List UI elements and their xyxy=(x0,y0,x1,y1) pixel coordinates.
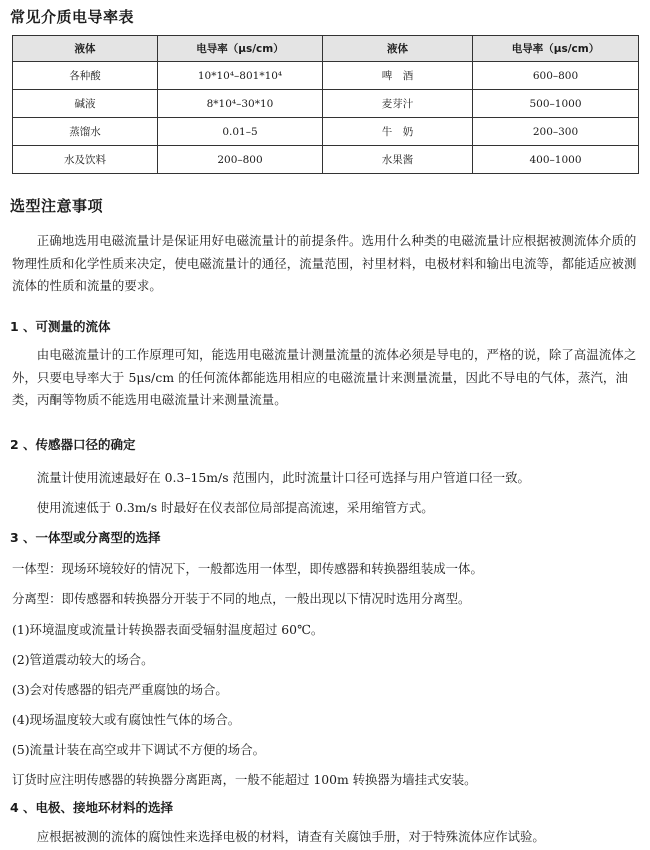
table-row xyxy=(13,62,639,90)
page-title: 常见介质电导率表 xyxy=(10,8,135,26)
list-item: (1)环境温度或流量计转换器表面受辐射温度超过 60℃。 xyxy=(12,622,324,637)
list-item: (2)管道震动较大的场合。 xyxy=(12,652,154,667)
paragraph-separate-type: 分离型：即传感器和转换器分开装于不同的地点，一般出现以下情况时选用分离型。 xyxy=(12,591,471,606)
table-header-row xyxy=(13,36,639,62)
table-row xyxy=(13,90,639,118)
table-cell: 200–300 xyxy=(473,118,639,146)
table-header-cell: 液体 xyxy=(13,36,158,62)
paragraph-electrode-material: 应根据被测的流体的腐蚀性来选择电极的材料，请查有关腐蚀手册，对于特殊流体应作试验。 xyxy=(36,829,545,844)
paragraph-low-velocity: 使用流速低于 0.3m/s 时最好在仪表部位局部提高流速，采用缩管方式。 xyxy=(36,500,434,515)
table-header-cell: 电导率（μs/cm） xyxy=(473,36,639,62)
table-row xyxy=(13,118,639,146)
table-cell: 碱液 xyxy=(13,90,158,118)
table-cell: 各种酸 xyxy=(13,62,158,90)
list-item: (5)流量计装在高空或井下调试不方便的场合。 xyxy=(12,742,265,757)
table-cell: 600–800 xyxy=(473,62,639,90)
list-item: (4)现场温度较大或有腐蚀性气体的场合。 xyxy=(12,712,241,727)
heading-measurable-fluids: 1 、可测量的流体 xyxy=(10,319,111,334)
table-cell: 水及饮料 xyxy=(13,146,158,174)
table-cell: 500–1000 xyxy=(473,90,639,118)
section-title: 选型注意事项 xyxy=(10,197,104,215)
table-cell: 麦芽汁 xyxy=(323,90,473,118)
paragraph-order-note: 订货时应注明传感器的转换器分离距离，一般不能超过 100m 转换器为墙挂式安装。 xyxy=(12,772,477,787)
paragraph-measurable-fluids: 由电磁流量计的工作原理可知，能选用电磁流量计测量流量的流体必须是导电的，严格的说，除了高温流体之外，只要电导率大于 5μs/cm 的任何流体都能选用相应的电磁流量计来测量流量，因此不导电的气体，蒸汽，油类，丙酮等物质不能选用电磁流量计来测量流量。 xyxy=(12,347,637,407)
paragraph-flow-velocity: 流量计使用流速最好在 0.3–15m/s 范围内，此时流量计口径可选择与用户管道口径一致。 xyxy=(36,470,530,485)
table-cell: 0.01–5 xyxy=(158,118,323,146)
table-header-cell: 液体 xyxy=(323,36,473,62)
intro-paragraph: 正确地选用电磁流量计是保证用好电磁流量计的前提条件。选用什么种类的电磁流量计应根据被测流体介质的物理性质和化学性质来决定，使电磁流量计的通径，流量范围，衬里材料，电极材料和输出电流等，都能适应被测流体的性质和流量的要求。 xyxy=(12,233,637,293)
table-row xyxy=(13,146,639,174)
table-cell: 牛 奶 xyxy=(323,118,473,146)
heading-sensor-diameter: 2 、传感器口径的确定 xyxy=(10,437,136,452)
table-cell: 200–800 xyxy=(158,146,323,174)
heading-integrated-or-separate: 3 、一体型或分离型的选择 xyxy=(10,530,161,545)
heading-electrode-material: 4 、电极、接地环材料的选择 xyxy=(10,800,174,815)
conductivity-table xyxy=(12,35,639,174)
table-header-cell: 电导率（μs/cm） xyxy=(158,36,323,62)
table-cell: 啤 酒 xyxy=(323,62,473,90)
table-cell: 水果酱 xyxy=(323,146,473,174)
table-cell: 蒸馏水 xyxy=(13,118,158,146)
table-cell: 400–1000 xyxy=(473,146,639,174)
list-item: (3)会对传感器的铝壳严重腐蚀的场合。 xyxy=(12,682,228,697)
table-cell: 10*10⁴–801*10⁴ xyxy=(158,62,323,90)
paragraph-integrated-type: 一体型：现场环境较好的情况下，一般都选用一体型，即传感器和转换器组装成一体。 xyxy=(12,561,483,576)
table-cell: 8*10⁴–30*10 xyxy=(158,90,323,118)
